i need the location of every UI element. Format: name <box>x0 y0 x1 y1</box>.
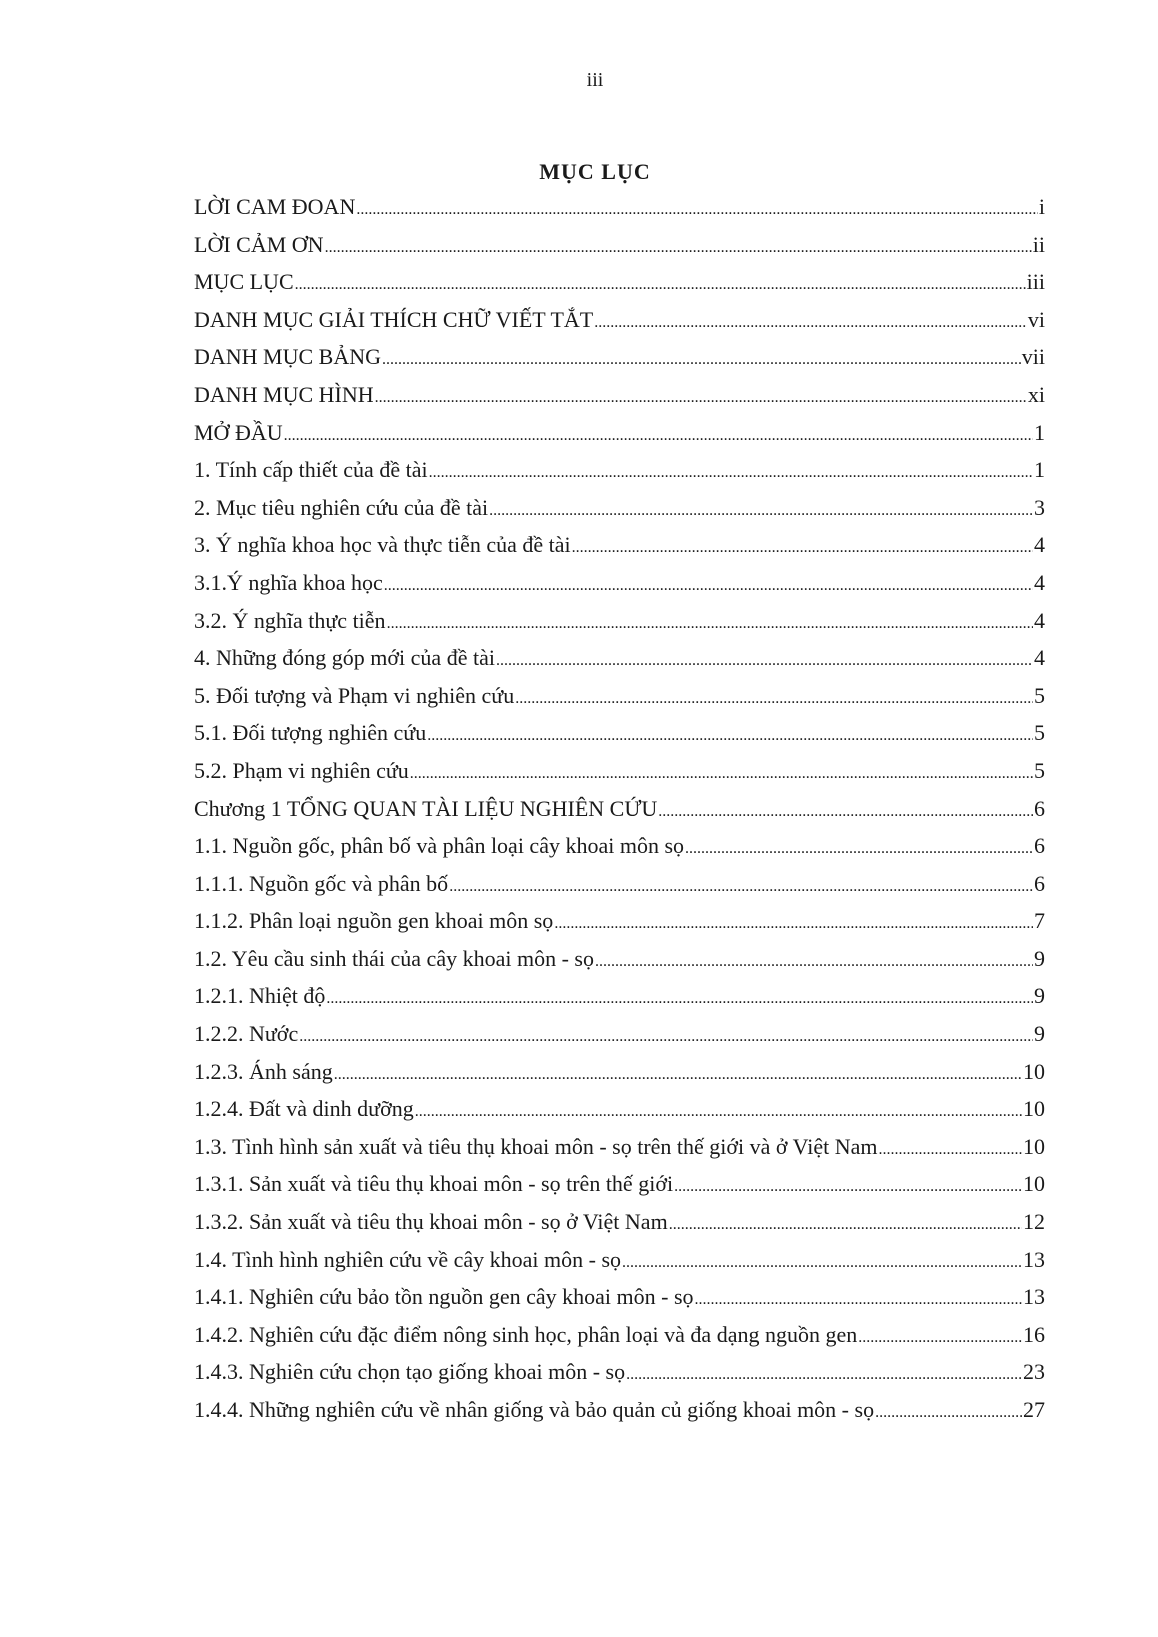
toc-entry-label: 1.4.4. Những nghiên cứu về nhân giống và bảo quản củ giống khoai môn - sọ <box>194 1397 875 1422</box>
toc-entry[interactable] <box>194 1241 1045 1279</box>
toc-entry-page: 4 <box>1034 532 1045 558</box>
toc-entry-label: LỜI CẢM ƠN <box>194 231 324 257</box>
toc-entry-label: 1.4.3. Nghiên cứu chọn tạo giống khoai môn - sọ <box>194 1359 626 1385</box>
toc-entry-page: 13 <box>1023 1284 1045 1310</box>
toc-entry-page: ii <box>1032 231 1045 257</box>
dot-leader <box>858 1316 1022 1357</box>
toc-entry-label: DANH MỤC HÌNH <box>194 381 374 407</box>
toc-entry[interactable] <box>194 602 1045 640</box>
toc-entry-label: 5.2. Phạm vi nghiên cứu <box>194 757 409 783</box>
toc-entry-page: 3 <box>1034 494 1045 520</box>
toc-entry[interactable] <box>194 564 1045 602</box>
toc-entry-page: 16 <box>1023 1321 1045 1347</box>
toc-entry[interactable] <box>194 226 1045 264</box>
dot-leader <box>326 977 1033 1018</box>
dot-leader <box>685 827 1033 868</box>
dot-leader <box>489 489 1033 530</box>
dot-leader <box>449 865 1033 906</box>
dot-leader <box>382 338 1021 379</box>
dot-leader <box>594 301 1027 342</box>
toc-entry-page: 10 <box>1023 1096 1045 1122</box>
toc-entry-page: 10 <box>1023 1133 1045 1159</box>
toc-entry[interactable] <box>194 752 1045 790</box>
toc-entry-page: 10 <box>1023 1171 1045 1197</box>
dot-leader <box>554 902 1033 943</box>
toc-entry-label: 1.2.4. Đất và dinh dưỡng <box>194 1096 414 1122</box>
toc-entry-page: 12 <box>1023 1209 1045 1235</box>
toc-entry-label: Chương 1 TỔNG QUAN TÀI LIỆU NGHIÊN CỨU <box>194 795 658 821</box>
toc-entry-page: iii <box>1026 269 1045 295</box>
toc-entry[interactable] <box>194 1053 1045 1091</box>
toc-entry-page: vii <box>1021 344 1045 370</box>
toc-entry[interactable] <box>194 1278 1045 1316</box>
dot-leader <box>572 526 1033 567</box>
toc-entry-label: 1.2. Yêu cầu sinh thái của cây khoai môn - sọ <box>194 945 594 971</box>
toc-entry-label: 1. Tính cấp thiết của đề tài <box>194 457 428 483</box>
toc-entry-label: 3.1.Ý nghĩa khoa học <box>194 569 383 595</box>
toc-entry-label: 1.2.2. Nước <box>194 1021 299 1047</box>
dot-leader <box>622 1241 1022 1282</box>
dot-leader <box>429 451 1033 492</box>
toc-entry-page: 4 <box>1034 569 1045 595</box>
toc-entry[interactable] <box>194 977 1045 1015</box>
toc-entry-label: 1.3. Tình hình sản xuất và tiêu thụ khoai môn - sọ trên thế giới và ở Việt Nam <box>194 1133 878 1159</box>
toc-entry[interactable] <box>194 526 1045 564</box>
toc-entry-label: 3.2. Ý nghĩa thực tiễn <box>194 607 386 633</box>
toc-entry[interactable] <box>194 301 1045 339</box>
toc-entry-page: 4 <box>1034 607 1045 633</box>
toc-entry-label: 1.4. Tình hình nghiên cứu về cây khoai môn - sọ <box>194 1246 622 1272</box>
toc-entry-label: DANH MỤC GIẢI THÍCH CHỮ VIẾT TẮT <box>194 306 594 332</box>
toc-entry[interactable] <box>194 263 1045 301</box>
toc-entry[interactable] <box>194 1203 1045 1241</box>
toc-entry[interactable] <box>194 1316 1045 1354</box>
toc-entry[interactable] <box>194 188 1045 226</box>
toc-entry-label: 5. Đối tượng và Phạm vi nghiên cứu <box>194 682 515 708</box>
toc-entry[interactable] <box>194 639 1045 677</box>
toc-entry-page: 7 <box>1034 908 1045 934</box>
toc-entry-label: LỜI CAM ĐOAN <box>194 194 356 219</box>
toc-entry[interactable] <box>194 1128 1045 1166</box>
toc-entry-label: 4. Những đóng góp mới của đề tài <box>194 645 495 671</box>
dot-leader <box>595 940 1033 981</box>
toc-entry-page: 27 <box>1023 1397 1045 1422</box>
page-title: MỤC LỤC <box>539 159 651 184</box>
toc-entry-page: 1 <box>1034 457 1045 483</box>
dot-leader <box>356 188 1038 229</box>
toc-entry-page: 5 <box>1034 720 1045 746</box>
dot-leader <box>325 226 1032 267</box>
toc-entry-label: 1.4.2. Nghiên cứu đặc điểm nông sinh học, phân loại và đa dạng nguồn gen <box>194 1321 858 1347</box>
toc-entry-page: 6 <box>1034 795 1045 821</box>
toc-entry[interactable] <box>194 489 1045 527</box>
dot-leader <box>658 790 1033 831</box>
toc-entry-label: 1.1.1. Nguồn gốc và phân bố <box>194 870 449 896</box>
toc-entry-page: 4 <box>1034 645 1045 671</box>
toc-entry-label: 5.1. Đối tượng nghiên cứu <box>194 720 427 746</box>
dot-leader <box>515 677 1033 718</box>
toc-entry-page: 9 <box>1034 1021 1045 1047</box>
dot-leader <box>496 639 1033 680</box>
toc-entry-page: 6 <box>1034 870 1045 896</box>
dot-leader <box>410 752 1033 793</box>
toc-entry[interactable] <box>194 1015 1045 1053</box>
toc-entry[interactable] <box>194 1391 1045 1429</box>
toc-entry-page: 9 <box>1034 945 1045 971</box>
toc-entry-label: 1.3.1. Sản xuất và tiêu thụ khoai môn - sọ trên thế giới <box>194 1171 674 1197</box>
toc-entry[interactable] <box>194 451 1045 489</box>
toc-entry-page: 1 <box>1034 419 1045 445</box>
toc-entry[interactable] <box>194 338 1045 376</box>
toc-entry-page: xi <box>1027 381 1045 407</box>
dot-leader <box>878 1128 1022 1169</box>
toc-entry-page: 5 <box>1034 682 1045 708</box>
toc-entry-label: 1.3.2. Sản xuất và tiêu thụ khoai môn - sọ ở Việt Nam <box>194 1209 668 1235</box>
dot-leader <box>695 1278 1022 1319</box>
toc-entry[interactable] <box>194 1353 1045 1391</box>
toc-entry-label: MỞ ĐẦU <box>194 419 283 445</box>
toc-entry[interactable] <box>194 902 1045 940</box>
toc-entry-page: 10 <box>1023 1058 1045 1084</box>
table-of-contents <box>194 188 1045 1429</box>
toc-entry-page: 9 <box>1034 983 1045 1009</box>
dot-leader <box>334 1053 1022 1094</box>
toc-entry-label: 1.1. Nguồn gốc, phân bố và phân loại cây khoai môn sọ <box>194 833 685 859</box>
dot-leader <box>384 564 1033 605</box>
toc-entry-label: 1.2.3. Ánh sáng <box>194 1058 333 1084</box>
toc-entry-label: MỤC LỤC <box>194 269 294 295</box>
dot-leader <box>875 1391 1022 1432</box>
page-number: iii <box>586 69 604 91</box>
dot-leader <box>626 1353 1022 1394</box>
toc-entry-page: 13 <box>1023 1246 1045 1272</box>
toc-entry-page: 23 <box>1023 1359 1045 1385</box>
toc-entry-label: 1.4.1. Nghiên cứu bảo tồn nguồn gen cây khoai môn - sọ <box>194 1284 694 1310</box>
toc-entry-label: 3. Ý nghĩa khoa học và thực tiễn của đề tài <box>194 532 571 558</box>
toc-entry-label: 1.1.2. Phân loại nguồn gen khoai môn sọ <box>194 908 554 934</box>
toc-entry-page: 5 <box>1034 757 1045 783</box>
toc-entry[interactable] <box>194 414 1045 452</box>
toc-entry[interactable] <box>194 714 1045 752</box>
dot-leader <box>669 1203 1022 1244</box>
dot-leader <box>674 1165 1022 1206</box>
dot-leader <box>295 263 1026 304</box>
dot-leader <box>375 376 1027 417</box>
toc-entry[interactable] <box>194 1090 1045 1128</box>
toc-entry-label: DANH MỤC BẢNG <box>194 344 382 370</box>
dot-leader <box>415 1090 1022 1131</box>
toc-entry[interactable] <box>194 1165 1045 1203</box>
toc-entry[interactable] <box>194 376 1045 414</box>
toc-entry[interactable] <box>194 677 1045 715</box>
toc-entry-page: vi <box>1027 306 1045 332</box>
dot-leader <box>387 602 1033 643</box>
dot-leader <box>284 414 1033 455</box>
dot-leader <box>299 1015 1033 1056</box>
toc-entry-page: i <box>1038 194 1045 219</box>
toc-entry-page: 6 <box>1034 833 1045 859</box>
toc-entry[interactable] <box>194 827 1045 865</box>
toc-entry-label: 2. Mục tiêu nghiên cứu của đề tài <box>194 494 489 520</box>
toc-entry[interactable] <box>194 940 1045 978</box>
toc-entry-label: 1.2.1. Nhiệt độ <box>194 983 326 1009</box>
toc-entry[interactable] <box>194 790 1045 828</box>
dot-leader <box>427 714 1033 755</box>
toc-entry[interactable] <box>194 865 1045 903</box>
